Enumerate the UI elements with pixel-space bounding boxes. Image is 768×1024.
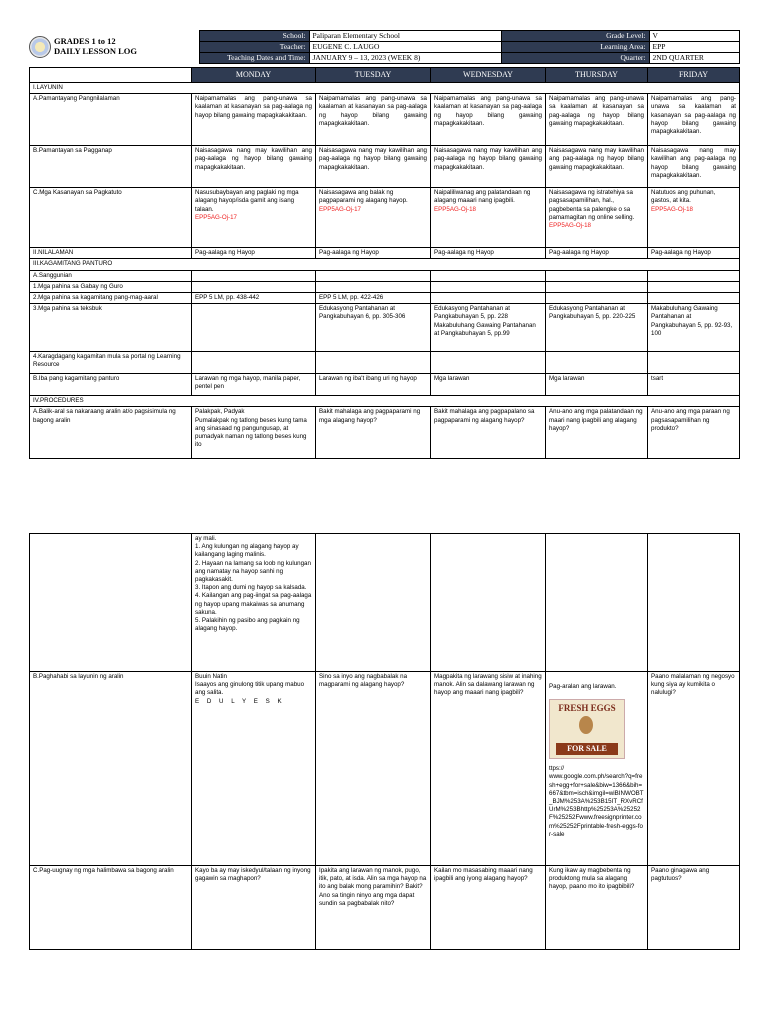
- cell: Naisasagawa nang may kawilihan ang pag-aalaga ng hayop bilang gawaing mapagkakakitaan.: [546, 146, 648, 188]
- table-row: [30, 292, 740, 303]
- cell: [546, 672, 648, 866]
- cell: [316, 281, 431, 292]
- cell: Naipamamalas ang pang-unawa sa kaalaman at kasanayan sa pag-aalaga ng hayop bilang gawaing mapagkakakitaan.: [546, 94, 648, 146]
- continuation-line: 4. Kailangan ang pag-iingat sa pag-aalaga ng hayop upang makaiwas sa anumang sakuna.: [195, 592, 312, 616]
- competency-code: EPP5AG-Oj-17: [195, 213, 237, 221]
- row-label: A.Balik-aral sa nakaraang aralin at/o pagsisimula ng bagong aralin: [30, 407, 192, 459]
- school-label: School:: [199, 31, 309, 42]
- dates-value: JANUARY 9 – 13, 2023 (WEEK 8): [309, 53, 501, 64]
- cell: Anu-ano ang mga paraan ng pagsasapamilihan ng produkto?: [648, 407, 740, 459]
- lesson-table: [29, 67, 740, 459]
- cell: [648, 534, 740, 672]
- cell: [546, 292, 648, 303]
- lesson-table-continued: [29, 533, 740, 950]
- cell: [192, 672, 316, 866]
- section-kagamitan: III.KAGAMITANG PANTURO: [30, 259, 740, 270]
- cell: [316, 270, 431, 281]
- cell: Edukasyong Pantahanan at Pangkabuhayan 5, pp. 220-225: [546, 304, 648, 352]
- table-row: [30, 352, 740, 374]
- cell: Naisasagawa nang may kawilihan ang pag-aalaga ng hayop bilang gawaing mapagkakakitaan.: [648, 146, 740, 188]
- cell: Pag-aalaga ng Hayop: [316, 248, 431, 259]
- page-2: [0, 533, 768, 950]
- cell-text: Naisasagawa ng istratehiya sa pagsasapamilihan, hal., pagbebenta sa palengke o sa pamamagitan ng online selling.: [549, 189, 635, 221]
- cell: Bakit mahalaga ang pagpapalano sa pagpaparami ng alagang hayop?: [431, 407, 546, 459]
- continuation-line: ay mali.: [195, 535, 217, 542]
- cell: Ipakita ang larawan ng manok, pugo, itik, pato, at isda. Alin sa mga hayop na ito ang balak mong paramihin? Bakit? Ano sa tingin ninyo ang mga dapat sundin sa pagbabalak nito?: [316, 866, 431, 950]
- day-tuesday: TUESDAY: [316, 68, 431, 83]
- row-label: 2.Mga pahina sa kagamitang pang-mag-aaral: [30, 292, 192, 303]
- table-row: [30, 188, 740, 248]
- cell: [648, 270, 740, 281]
- cell: Bakit mahalaga ang pagpaparami ng mga alagang hayop?: [316, 407, 431, 459]
- cell: [192, 352, 316, 374]
- cell: Edukasyong Pantahanan at Pangkabuhayan 5, pp. 228 Makabuluhang Gawaing Pantahanan at Pangkabuhayan 5, pp.99: [431, 304, 546, 352]
- cell: Palakpak, Padyak Pumalakpak ng tatlong beses kung tama ang sinasaad ng pangungusap, at pumadyak naman ng tatlong beses kung ito: [192, 407, 316, 459]
- table-row: [30, 534, 740, 672]
- cell: [431, 352, 546, 374]
- cell: [546, 281, 648, 292]
- cell: Naisasagawa nang may kawilihan ang pag-aalaga ng hayop bilang gawaing mapagkakakitaan.: [316, 146, 431, 188]
- cell: Pag-aalaga ng Hayop: [192, 248, 316, 259]
- cell: [431, 270, 546, 281]
- continuation-line: 2. Hayaan na lamang sa loob ng kulungan ang namatay na hayop sanhi ng pagkakasakit.: [195, 559, 311, 583]
- cell: [316, 188, 431, 248]
- cell: [546, 188, 648, 248]
- cell: EPP 5 LM, pp. 438-442: [192, 292, 316, 303]
- row-label: A.Sanggunian: [30, 270, 192, 281]
- page-1: [0, 30, 768, 459]
- quarter-value: 2ND QUARTER: [649, 53, 739, 64]
- area-label: Learning Area:: [501, 42, 649, 53]
- cell: Kailan mo masasabing maaari nang ipagbili ang iyong alagang hayop?: [431, 866, 546, 950]
- header-table: [29, 30, 740, 64]
- row-label: 4.Karagdagang kagamitan mula sa portal ng Learning Resource: [30, 352, 192, 374]
- cell: Pag-aalaga ng Hayop: [648, 248, 740, 259]
- cell: [316, 534, 431, 672]
- row-label: B.Iba pang kagamitang panturo: [30, 374, 192, 396]
- school-value: Paliparan Elementary School: [309, 31, 501, 42]
- competency-code: EPP5AG-Oj-17: [319, 205, 361, 213]
- egg-icon: [579, 716, 593, 734]
- cell: Pag-aalaga ng Hayop: [546, 248, 648, 259]
- cell: [431, 281, 546, 292]
- day-header-row: [30, 68, 740, 83]
- cell-text: Naisasagawa ang balak ng pagpaparami ng alagang hayop.: [319, 189, 408, 205]
- cell: Mga larawan: [546, 374, 648, 396]
- cell-continuation: [192, 534, 316, 672]
- day-wednesday: WEDNESDAY: [431, 68, 546, 83]
- cell: [648, 188, 740, 248]
- table-row: [30, 407, 740, 459]
- cell: Paano ginagawa ang pagtutuos?: [648, 866, 740, 950]
- cell: Paano malalaman ng negosyo kung siya ay kumikita o nalulugi?: [648, 672, 740, 866]
- cell: Naipamamalas ang pang-unawa sa kaalaman at kasanayan sa pag-aalaga ng hayop bilang gawaing mapagkakakitaan.: [648, 94, 740, 146]
- cell: [316, 352, 431, 374]
- cell: [431, 292, 546, 303]
- cell: Makabuluhang Gawaing Pantahanan at Pangkabuhayan 5, pp. 92-93, 100: [648, 304, 740, 352]
- fresh-eggs-image: [549, 699, 625, 759]
- table-row: [30, 374, 740, 396]
- continuation-line: 5. Palakihin ng pasibo ang pagkain ng alagang hayop.: [195, 616, 300, 633]
- cell-text: Nasusubaybayan ang paglaki ng mga alagang hayop/isda gamit ang isang talaan.: [195, 189, 299, 213]
- day-friday: FRIDAY: [648, 68, 740, 83]
- cell: Kung ikaw ay magbebenta ng produktong mula sa alagang hayop, paano mo ito ipagbibili?: [546, 866, 648, 950]
- cell: Naipamamalas ang pang-unawa sa kaalaman at kasanayan sa pag-aalaga ng hayop bilang gawaing mapagkakakitaan.: [192, 94, 316, 146]
- jumbled-word: E D U L Y E S K: [195, 697, 285, 705]
- table-row: [30, 248, 740, 259]
- row-label: C.Mga Kasanayan sa Pagkatuto: [30, 188, 192, 248]
- day-thursday: THURSDAY: [546, 68, 648, 83]
- row-label: B.Paghahabi sa layunin ng aralin: [30, 672, 192, 866]
- competency-code: EPP5AG-Oj-18: [434, 205, 476, 213]
- dates-label: Teaching Dates and Time:: [199, 53, 309, 64]
- table-row: [30, 146, 740, 188]
- table-row: [30, 281, 740, 292]
- competency-code: EPP5AG-Oj-18: [651, 205, 693, 213]
- cell: [192, 281, 316, 292]
- continuation-line: 3. Itapon ang dumi ng hayop sa kalsada.: [195, 584, 307, 592]
- grade-label: Grade Level:: [501, 31, 649, 42]
- for-sale-label: FOR SALE: [556, 743, 618, 756]
- cell: Naipamamalas ang pang-unawa sa kaalaman at kasanayan sa pag-aalaga ng hayop bilang gawaing mapagkakakitaan.: [431, 94, 546, 146]
- area-value: EPP: [649, 42, 739, 53]
- cell: [431, 534, 546, 672]
- table-row: [30, 270, 740, 281]
- cell: Kayo ba ay may iskedyul/talaan ng inyong gagawin sa maghapon?: [192, 866, 316, 950]
- title-line1: GRADES 1 to 12: [54, 36, 116, 47]
- day-monday: MONDAY: [192, 68, 316, 83]
- cell: Pag-aalaga ng Hayop: [431, 248, 546, 259]
- cell: Larawan ng iba't ibang uri ng hayop: [316, 374, 431, 396]
- section-layunin: I.LAYUNIN: [30, 83, 740, 94]
- table-row: [30, 304, 740, 352]
- table-row: [30, 672, 740, 866]
- row-label: C.Pag-uugnay ng mga halimbawa sa bagong aralin: [30, 866, 192, 950]
- cell: Naisasagawa nang may kawilihan ang pag-aalaga ng hayop bilang gawaing mapagkakakitaan.: [431, 146, 546, 188]
- table-row: [30, 866, 740, 950]
- cell: Magpakita ng larawang sisiw at inahing manok. Alin sa dalawang larawan ng hayop ang maaari nang ipagbili?: [431, 672, 546, 866]
- deped-logo: [29, 31, 51, 64]
- row-label: 1.Mga pahina sa Gabay ng Guro: [30, 281, 192, 292]
- cell: [192, 188, 316, 248]
- row-label: A.Pamantayang Pangnilalaman: [30, 94, 192, 146]
- header-title: [51, 31, 199, 64]
- fresh-eggs-label: FRESH EGGS: [558, 703, 616, 714]
- cell-text: Naipaliliwanag ang palatandaan ng alagang maaari nang ipagbili.: [434, 189, 531, 205]
- cell: [648, 352, 740, 374]
- image-source-link[interactable]: ttps:// www.google.com.ph/search?q=fresh+egg+for+sale&biw=1366&bih=667&tbm=isch&imgil=wiBINWOBT_BJM%253A%253B15IT_RXvRCfUrM%253Bhttp%25253A%25252F%25252Fwww.freesignprinter.com%25252Fprintable-fresh-eggs-for-sale: [549, 765, 644, 838]
- cell: [648, 281, 740, 292]
- continuation-line: 1. Ang kulungan ng alagang hayop ay kailangang laging malinis.: [195, 543, 299, 559]
- corner-cell: [30, 68, 192, 83]
- teacher-value: EUGENE C. LAUGO: [309, 42, 501, 53]
- cell: Naipamamalas ang pang-unawa sa kaalaman at kasanayan sa pag-aalaga ng hayop bilang gawaing mapagkakakitaan.: [316, 94, 431, 146]
- activity-title: Buuin Natin: [195, 673, 227, 680]
- cell: Naisasagawa nang may kawilihan ang pag-aalaga ng hayop bilang gawaing mapagkakakitaan.: [192, 146, 316, 188]
- cell: [546, 534, 648, 672]
- cell: Larawan ng mga hayop, manila paper, pentel pen: [192, 374, 316, 396]
- activity-instruction: Isaayos ang ginulong titik upang mabuo ang salita.: [195, 681, 305, 697]
- cell: Edukasyong Pantahanan at Pangkabuhayan 6, pp. 305-306: [316, 304, 431, 352]
- teacher-label: Teacher:: [199, 42, 309, 53]
- row-label: [30, 534, 192, 672]
- cell: EPP 5 LM, pp. 422-426: [316, 292, 431, 303]
- quarter-label: Quarter:: [501, 53, 649, 64]
- cell-text: Natutuos ang puhunan, gastos, at kita.: [651, 189, 716, 205]
- title-line2: DAILY LESSON LOG: [54, 46, 137, 56]
- table-row: [30, 94, 740, 146]
- cell: Anu-ano ang mga palatandaan ng maari nang ipagbili ang alagang hayop?: [546, 407, 648, 459]
- cell: [192, 304, 316, 352]
- cell: [546, 270, 648, 281]
- cell: Sino sa inyo ang nagbabalak na magparami ng alagang hayop?: [316, 672, 431, 866]
- activity-instruction: Pag-aralan ang larawan.: [549, 683, 617, 690]
- row-label: 3.Mga pahina sa teksbuk: [30, 304, 192, 352]
- cell: [546, 352, 648, 374]
- deped-seal-icon: [29, 36, 51, 58]
- cell: Mga larawan: [431, 374, 546, 396]
- cell: [648, 292, 740, 303]
- competency-code: EPP5AG-Oj-18: [549, 221, 591, 229]
- section-nilalaman: II.NILALAMAN: [30, 248, 192, 259]
- cell: tsart: [648, 374, 740, 396]
- row-label: B.Pamantayan sa Pagganap: [30, 146, 192, 188]
- cell: [192, 270, 316, 281]
- cell: [431, 188, 546, 248]
- section-procedures: IV.PROCEDURES: [30, 396, 740, 407]
- grade-value: V: [649, 31, 739, 42]
